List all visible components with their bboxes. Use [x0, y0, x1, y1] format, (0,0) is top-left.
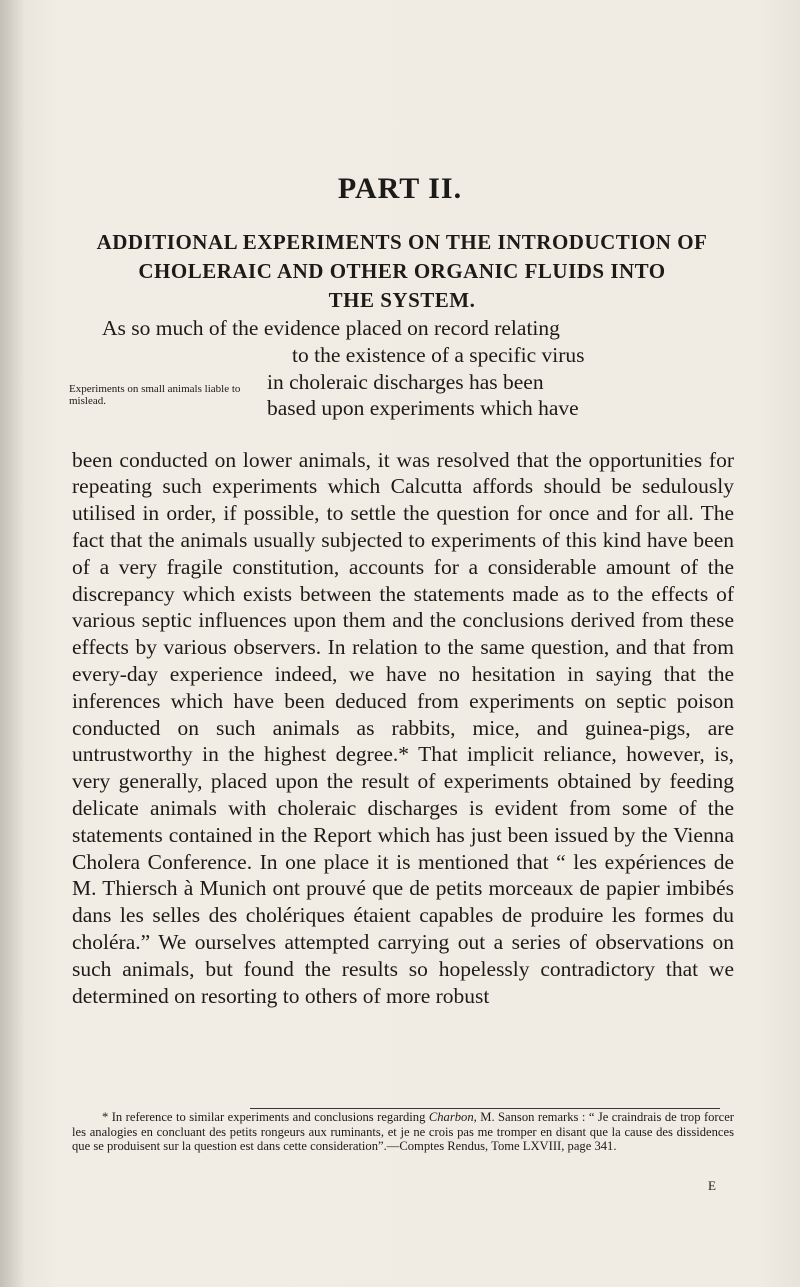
footnote-italic-name: Charbon, [428, 1110, 477, 1124]
margin-note: Experiments on small animals liable to mislead. [69, 382, 241, 407]
footnote-text: M. Sanson remarks : “ Je craindrais de trop forcer les analogies en concluant des petits rongeurs aux ruminants, et je ne crois pas me tromper en disant que la cause des dissidences que se produisent sur la question est dans cette consideration”.—Comptes Rendus, Tome LXVIII, page 341. [72, 1110, 735, 1154]
body-line-3: in choleraic discharges has been [267, 369, 544, 394]
part-title: PART II. [337, 172, 463, 205]
footnote [72, 1110, 734, 1154]
section-heading [72, 228, 732, 315]
body-rest: been conducted on lower animals, it was resolved that the opportunities for repeating such experiments which Calcutta affords should be sedulously utilised in order, if possible, to settle the question for once and for all. The fact that the animals usually subjected to experiments of this kind have been of a very fragile constitution, accounts for a considerable amount of the discrepancy which exists between the statements made as to the effects of various septic influences upon them and the conclusions derived from these effects by various observers. In relation to the same question, and that from every-day experience indeed, we have no hesitation in saying that the inferences which have been deduced from experiments on septic poison conducted on such animals as rabbits, mice, and guinea-pigs, are untrustworthy in the highest degree.* That implicit reliance, however, is, very generally, placed upon the result of experiments obtained by feeding delicate animals with choleraic discharges is evident from some of the statements contained in the Report which has just been issued by the Vienna Cholera Conference. In one place it is mentioned that “ les expériences de M. Thiersch à Munich ont prouvé que de petits morceaux de papier imbibés dans les selles des cholériques étaient capables de produire les formes du choléra.” We ourselves attempted carrying out a series of observations on such animals, but found the results so hopelessly contradictory that we determined on resorting to others of more robust [72, 447, 734, 1008]
footnote-lead: * In reference to similar experiments and conclusions regarding [102, 1110, 426, 1124]
signature-mark: E [708, 1178, 716, 1193]
body-paragraph [69, 315, 734, 1009]
section-heading-line-3: THE SYSTEM. [328, 288, 476, 312]
footnote-divider [250, 1108, 720, 1109]
body-line-1: As so much of the evidence placed on record relating [102, 316, 560, 340]
section-heading-line-2: CHOLERAIC AND OTHER ORGANIC FLUIDS INTO [138, 259, 666, 283]
body-line-2: to the existence of a specific virus [292, 342, 585, 367]
body-line-4: based upon experiments which have [267, 396, 579, 421]
section-heading-line-1: ADDITIONAL EXPERIMENTS ON THE INTRODUCTION OF [96, 230, 708, 254]
